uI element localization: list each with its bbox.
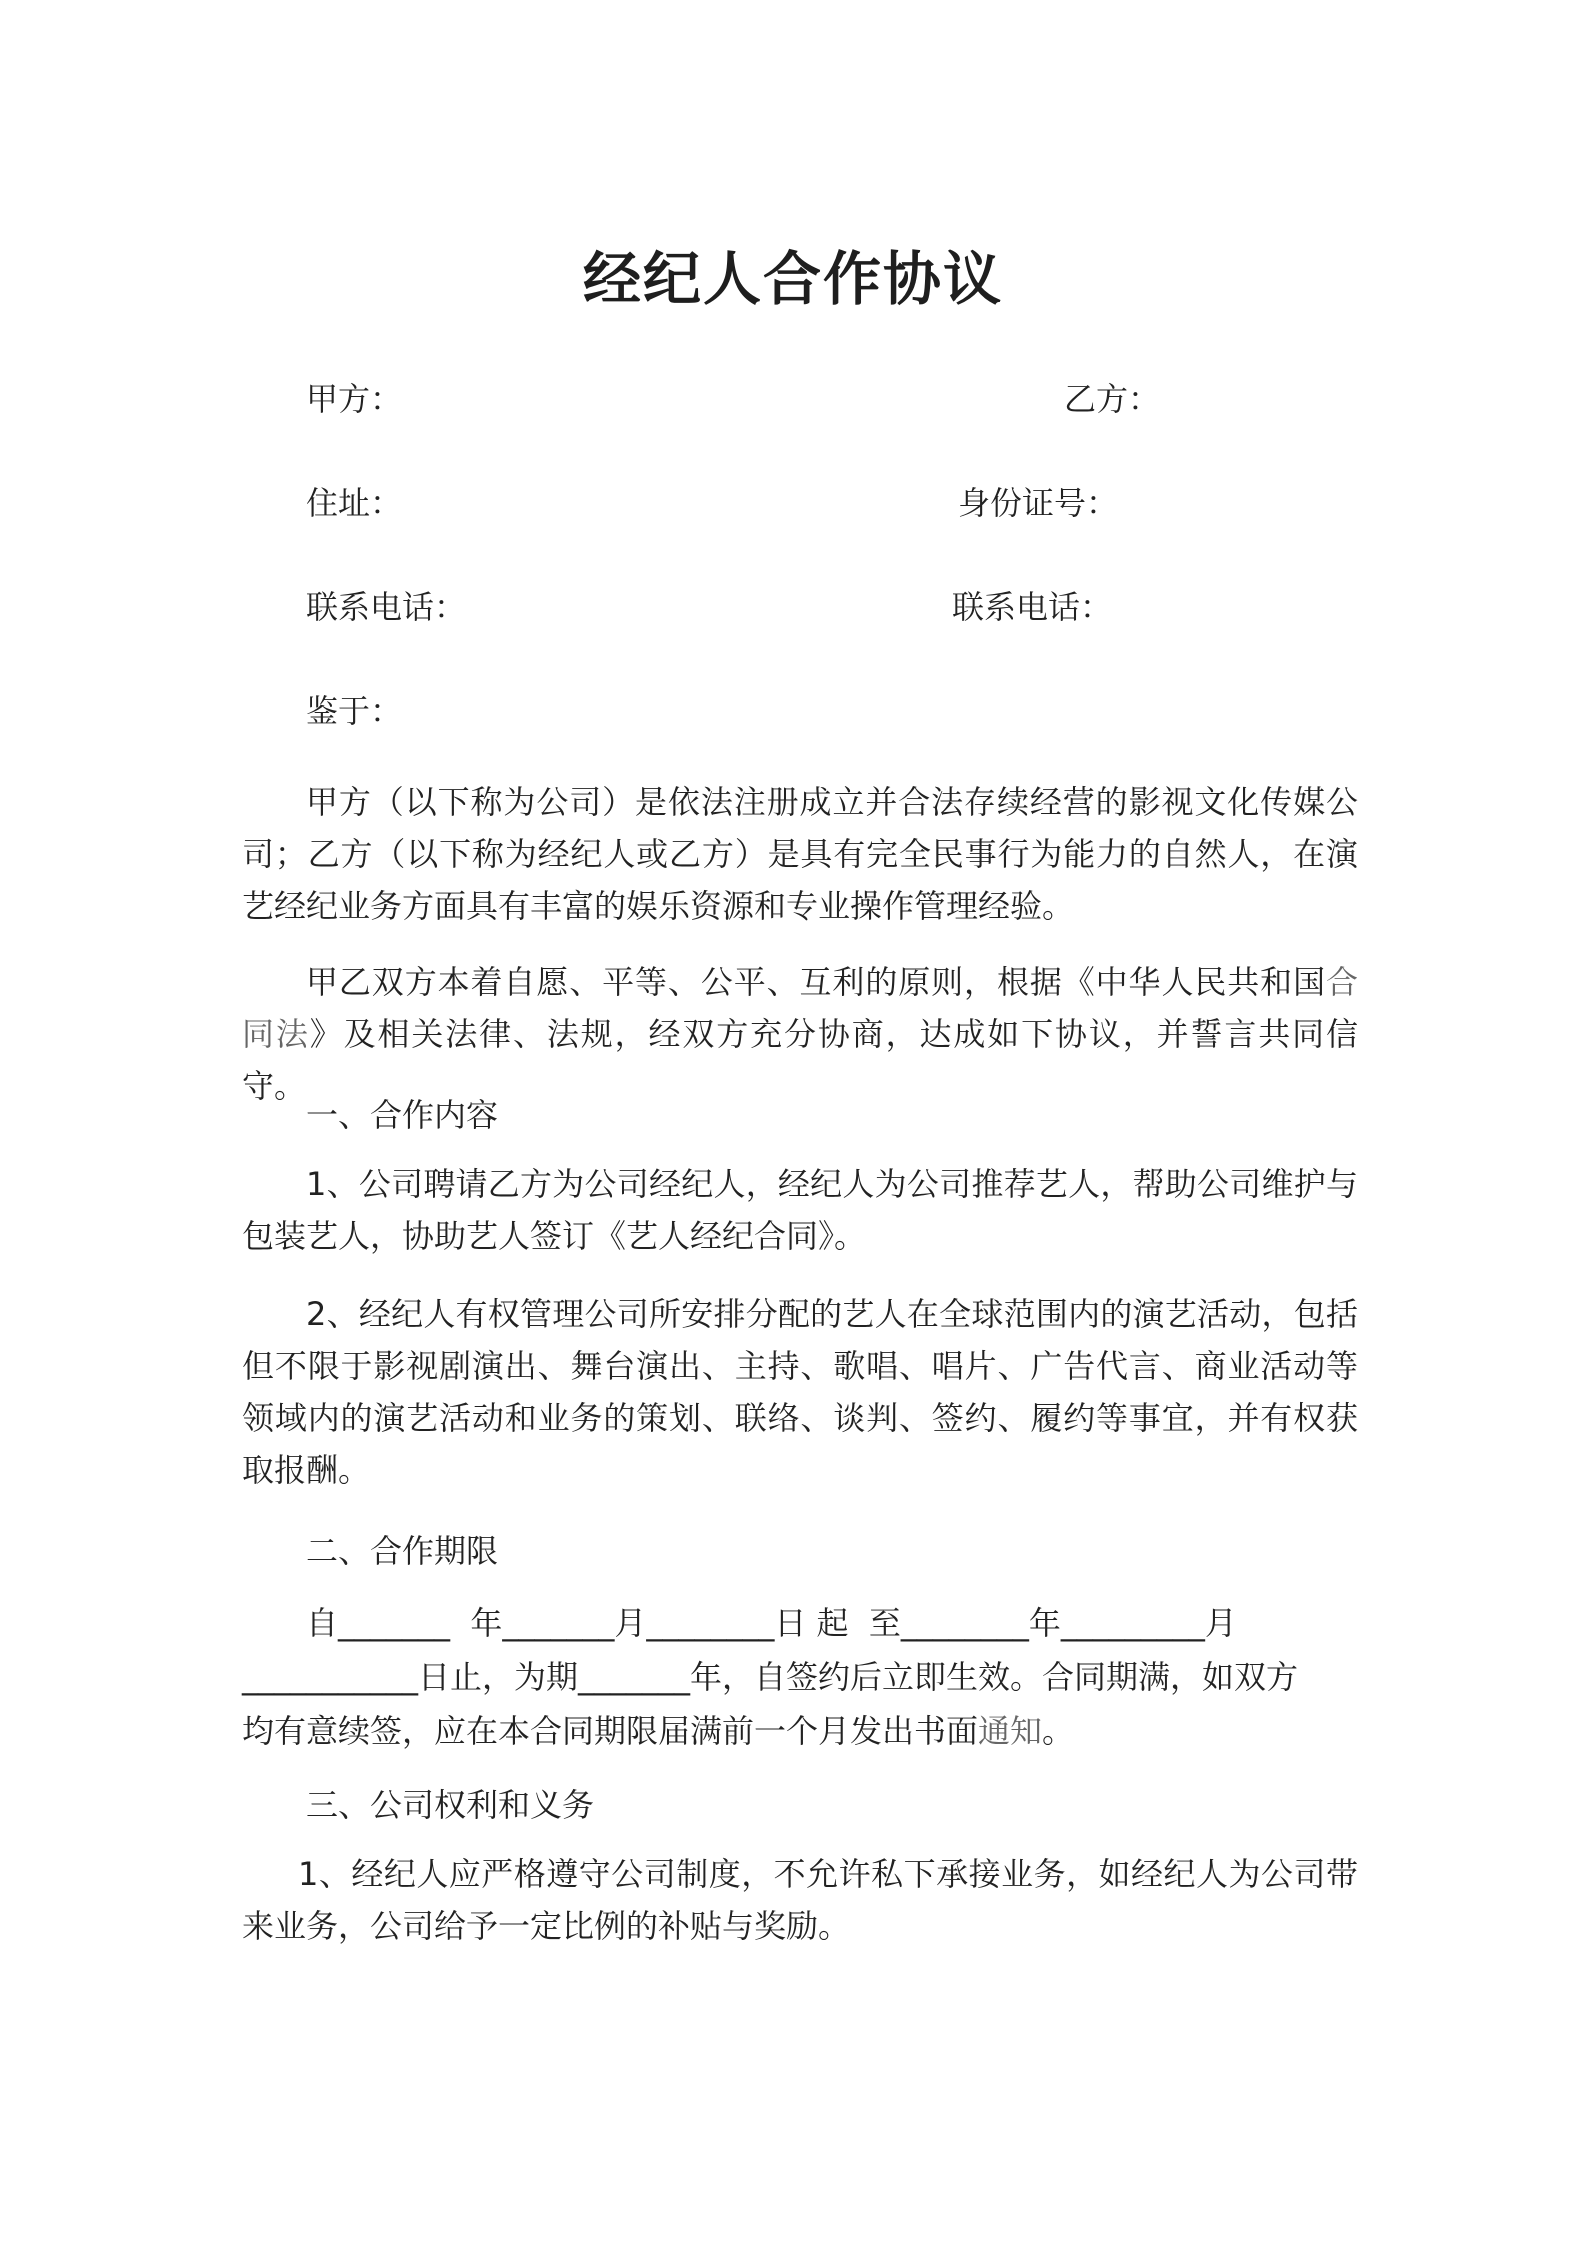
term-line-3-before: 均有意续签，应在本合同期限届满前一个月发出书面 (242, 1712, 979, 1750)
section-1-item-1: 1、公司聘请乙方为公司经纪人，经纪人为公司推荐艺人，帮助公司维护与包装艺人，协助艺人签订《艺人经纪合同》。 (242, 1165, 1358, 1255)
term-line-3 (242, 1706, 1074, 1752)
party-a-address-label: 住址： (306, 484, 403, 522)
party-b-id-label: 身份证号： (958, 484, 1119, 522)
party-a-name-label: 甲方： (306, 380, 403, 418)
term-line-2: ___________日止，为期_______年，自签约后立即生效。合同期满，如双方 (242, 1658, 1299, 1696)
section-1-title: 一、合作内容 (306, 1096, 499, 1134)
contract-law-link[interactable]: 合同法 (242, 963, 1358, 1053)
term-line-3-after: 。 (1042, 1712, 1075, 1750)
preamble-paragraph-2 (242, 956, 1358, 1112)
section-1-item-2: 2、经纪人有权管理公司所安排分配的艺人在全球范围内的演艺活动，包括但不限于影视剧演出、舞台演出、主持、歌唱、唱片、广告代言、商业活动等领域内的演艺活动和业务的策划、联络、谈判、签约、履约等事宜，并有权获取报酬。 (242, 1295, 1358, 1489)
preamble-paragraph-1: 甲方（以下称为公司）是依法注册成立并合法存续经营的影视文化传媒公司；乙方（以下称为经纪人或乙方）是具有完全民事行为能力的自然人，在演艺经纪业务方面具有丰富的娱乐资源和专业操作管理经验。 (242, 783, 1358, 925)
party-b-phone-label: 联系电话： (952, 588, 1113, 626)
party-a-phone-label: 联系电话： (306, 588, 467, 626)
notice-link[interactable]: 通知 (978, 1712, 1043, 1750)
document-title: 经纪人合作协议 (582, 245, 1003, 313)
preamble-p2-text-after: 》及相关法律、法规，经双方充分协商，达成如下协议，并誓言共同信守。 (242, 1015, 1358, 1105)
section-3-item-1: 1、经纪人应严格遵守公司制度，不允许私下承接业务，如经纪人为公司带来业务，公司给予一定比例的补贴与奖励。 (242, 1855, 1358, 1945)
party-b-name-label: 乙方： (1064, 380, 1161, 418)
whereas-label: 鉴于： (306, 692, 403, 730)
section-2-title: 二、合作期限 (306, 1532, 499, 1570)
preamble-p2-text-before: 甲乙双方本着自愿、平等、公平、互利的原则，根据《中华人民共和国 (306, 963, 1326, 1001)
section-3-title: 三、公司权利和义务 (306, 1786, 595, 1824)
term-line-1: 自_______ 年_______月________日 起 至________年_________月 (306, 1604, 1237, 1642)
